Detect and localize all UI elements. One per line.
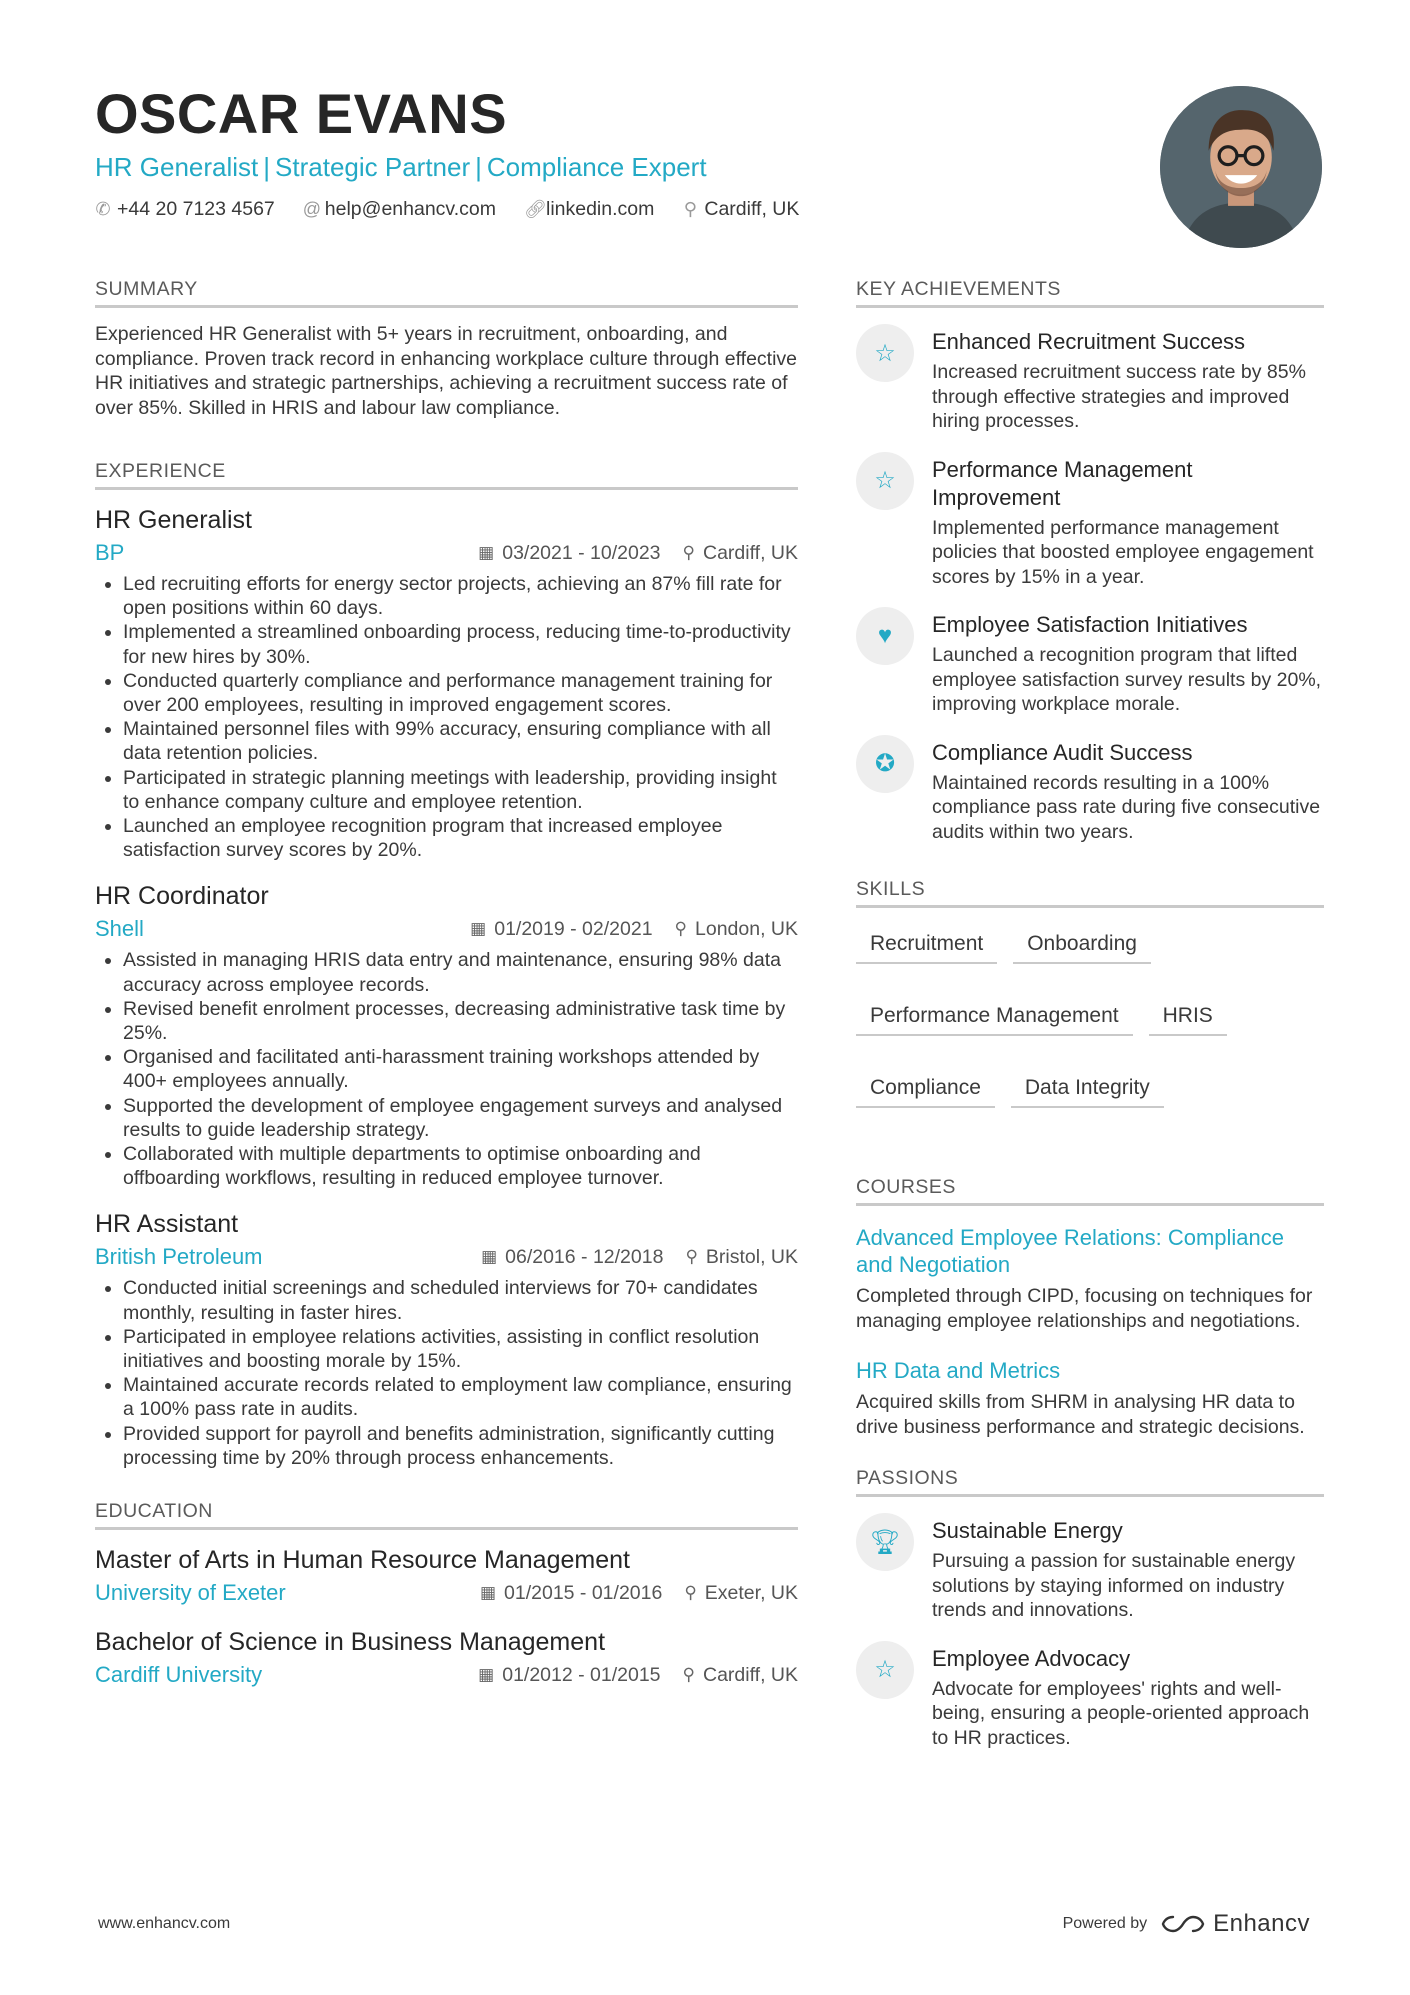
profile-photo — [1160, 86, 1322, 248]
email-text: help@enhancv.com — [324, 198, 496, 220]
achievement-title: Compliance Audit Success — [932, 739, 1193, 765]
passion-body — [932, 1645, 1324, 1751]
job-location-text: Bristol, UK — [705, 1245, 798, 1268]
phone-text: +44 20 7123 4567 — [117, 198, 275, 220]
footer — [98, 1910, 1310, 1938]
passions-list — [856, 1517, 1324, 1750]
job-bullet: • Provided support for payroll and benefits administration, significantly cutting processing time by 20% through process enhancements. — [123, 1422, 798, 1470]
skill-tag: Data Integrity — [1011, 1076, 1164, 1108]
calendar-icon: ▦ — [479, 1583, 497, 1603]
course-title[interactable]: HR Data and Metrics — [856, 1358, 1061, 1383]
job-bullet: • Led recruiting efforts for energy sector projects, achieving an 87% fill rate for open positions within 60 days. — [123, 572, 798, 620]
job-bullets — [95, 1276, 798, 1470]
job-bullets — [95, 572, 798, 862]
section-title-skills: SKILLS — [856, 878, 1324, 908]
job-bullet: • Launched an employee recognition program that increased employee satisfaction survey scores by 20%. — [123, 814, 798, 862]
job-bullet: • Revised benefit enrolment processes, decreasing administrative task time by 25%. — [123, 997, 798, 1045]
experience-entry — [95, 1208, 798, 1470]
education-dates-text: 01/2012 - 01/2015 — [502, 1663, 661, 1686]
passion-desc: Pursuing a passion for sustainable energy solutions by staying informed on industry trends and innovations. — [932, 1550, 1296, 1621]
job-bullet: • Conducted initial screenings and scheduled interviews for 70+ candidates monthly, resulting in faster hires. — [123, 1276, 798, 1324]
calendar-icon: ▦ — [478, 1665, 495, 1685]
heart-icon: ♥ — [856, 607, 914, 665]
summary-text: Experienced HR Generalist with 5+ years in recruitment, onboarding, and compliance. Proven track record in enhancing workplace culture through effective HR initiatives and strategic partnerships, achieving a recruitment success rate of over 85%. Skilled in HRIS and labour law compliance. — [95, 323, 798, 419]
job-bullets — [95, 948, 798, 1190]
degree-title: Bachelor of Science in Business Management — [95, 1628, 606, 1657]
achievement-title: Performance Management Improvement — [932, 456, 1193, 510]
headline — [95, 150, 1095, 184]
school-name[interactable]: University of Exeter — [95, 1580, 286, 1606]
job-bullet: • Assisted in managing HRIS data entry and maintenance, ensuring 98% data accuracy across employee records. — [123, 948, 798, 996]
location-pin-icon: ⚲ — [685, 1247, 698, 1267]
job-dates-text: 06/2016 - 12/2018 — [505, 1245, 664, 1268]
brand-name: Enhancv — [1213, 1910, 1310, 1937]
education-dates — [478, 1664, 660, 1687]
enhancv-logo-mark-icon — [1161, 1913, 1205, 1935]
education-location-text: Cardiff, UK — [702, 1663, 798, 1686]
education-meta-right — [480, 1582, 798, 1605]
courses-section — [856, 1176, 1324, 1439]
location-pin-icon: ⚲ — [684, 1583, 697, 1603]
profile-photo-illustration — [1160, 86, 1322, 248]
degree-title: Master of Arts in Human Resource Management — [95, 1546, 630, 1575]
job-meta-right — [478, 542, 798, 565]
courses-list — [856, 1224, 1324, 1439]
achievement-body — [932, 456, 1324, 590]
job-location-text: London, UK — [695, 917, 798, 940]
job-bullet: • Participated in employee relations activities, assisting in conflict resolution initiatives and boosting morale by 15%. — [123, 1325, 798, 1373]
section-title-achievements: KEY ACHIEVEMENTS — [856, 278, 1324, 308]
summary-section — [95, 278, 798, 420]
job-location — [675, 918, 798, 941]
education-entry — [95, 1544, 798, 1606]
job-meta-right — [470, 918, 798, 941]
headline-separator: | — [263, 152, 271, 182]
skill-tag: Onboarding — [1013, 932, 1151, 964]
job-meta — [95, 1244, 798, 1270]
education-location-text: Exeter, UK — [704, 1581, 798, 1604]
job-bullet: • Implemented a streamlined onboarding process, reducing time-to-productivity for new hires by 30%. — [123, 620, 798, 668]
course-desc: Completed through CIPD, focusing on techniques for managing employee relationships and negotiations. — [856, 1285, 1313, 1332]
location-pin-icon: ⚲ — [674, 919, 687, 939]
location-pin-icon: ⚲ — [682, 1665, 695, 1685]
achievement-item — [856, 456, 1324, 590]
job-bullet: • Organised and facilitated anti-harassment training workshops attended by 400+ employees annually. — [123, 1045, 798, 1093]
job-bullet: • Maintained accurate records related to employment law compliance, ensuring a 100% pass rate in audits. — [123, 1373, 798, 1421]
contact-location — [682, 198, 799, 221]
star-icon: ☆ — [856, 324, 914, 382]
achievement-item — [856, 611, 1324, 717]
headline-part: Compliance Expert — [486, 152, 707, 182]
education-meta — [95, 1662, 798, 1688]
education-dates — [480, 1582, 662, 1605]
job-meta — [95, 916, 798, 942]
skill-tag: Performance Management — [856, 1004, 1133, 1036]
calendar-icon: ▦ — [470, 919, 487, 939]
footer-website-link[interactable]: www.enhancv.com — [98, 1915, 231, 1932]
enhancv-logo[interactable] — [1161, 1910, 1310, 1938]
passion-title: Sustainable Energy — [932, 1518, 1123, 1543]
contact-email[interactable] — [303, 198, 496, 221]
job-bullet: • Collaborated with multiple departments to optimise onboarding and offboarding workflows, resulting in reduced employee turnover. — [123, 1142, 798, 1190]
headline-separator: | — [475, 152, 482, 182]
link-icon: 🔗︎ — [523, 199, 547, 219]
location-pin-icon: ⚲ — [683, 199, 697, 219]
phone-icon: ✆ — [95, 199, 111, 219]
job-bullet: • Conducted quarterly compliance and performance management training for over 200 employees, resulting in improved engagement scores. — [123, 669, 798, 717]
achievement-body — [932, 611, 1324, 717]
job-bullet: • Participated in strategic planning meetings with leadership, providing insight to enhance company culture and employee retention. — [123, 766, 798, 814]
education-meta — [95, 1580, 798, 1606]
trophy-icon: 🏆︎ — [856, 1513, 914, 1571]
candidate-name: OSCAR EVANS — [95, 82, 508, 145]
section-title-experience: EXPERIENCE — [95, 460, 798, 490]
job-location — [685, 1246, 798, 1269]
job-meta — [95, 540, 798, 566]
job-bullet: • Supported the development of employee engagement surveys and analysed results to guide leadership strategy. — [123, 1094, 798, 1142]
header — [95, 82, 1095, 221]
calendar-icon: ▦ — [481, 1247, 498, 1267]
powered-by-label: Powered by — [1062, 1915, 1148, 1932]
education-list — [95, 1544, 798, 1688]
passion-title: Employee Advocacy — [932, 1645, 1131, 1671]
achievement-item — [856, 739, 1324, 845]
passions-section — [856, 1467, 1324, 1750]
headline-part: HR Generalist — [95, 152, 259, 182]
job-dates-text: 03/2021 - 10/2023 — [502, 541, 661, 564]
achievement-title: Enhanced Recruitment Success — [932, 329, 1246, 354]
company-name[interactable]: Shell — [95, 916, 144, 942]
achievements-section — [856, 278, 1324, 844]
location-pin-icon: ⚲ — [682, 543, 695, 562]
contact-phone[interactable] — [95, 198, 275, 221]
passion-body — [932, 1517, 1324, 1623]
achievement-body — [932, 739, 1324, 845]
job-dates — [470, 918, 652, 941]
star-icon: ☆ — [856, 452, 914, 510]
skills-section — [856, 878, 1324, 1128]
job-location — [683, 542, 798, 565]
headline-part: Strategic Partner — [275, 152, 471, 182]
star-icon: ☆ — [856, 1641, 914, 1699]
passion-desc: Advocate for employees' rights and well-being, ensuring a people-oriented approach to HR practices. — [932, 1677, 1310, 1749]
skill-tag: Recruitment — [856, 932, 997, 964]
achievement-title: Employee Satisfaction Initiatives — [932, 612, 1248, 637]
company-name[interactable]: British Petroleum — [95, 1244, 263, 1270]
skill-tag: Compliance — [856, 1076, 995, 1108]
achievements-list — [856, 328, 1324, 844]
experience-entry — [95, 504, 798, 862]
job-location-text: Cardiff, UK — [702, 541, 798, 564]
school-name[interactable]: Cardiff University — [95, 1662, 263, 1688]
section-title-summary: SUMMARY — [95, 278, 798, 308]
job-title: HR Coordinator — [95, 882, 269, 911]
at-icon: @ — [302, 199, 322, 219]
education-dates-text: 01/2015 - 01/2016 — [504, 1581, 663, 1604]
passion-item — [856, 1645, 1324, 1751]
achievement-desc: Implemented performance management policies that boosted employee engagement scores by 15% in a year. — [932, 516, 1314, 588]
education-location — [683, 1664, 798, 1687]
achievement-body — [932, 328, 1324, 434]
course-desc: Acquired skills from SHRM in analysing HR data to drive business performance and strategic decisions. — [856, 1391, 1305, 1438]
course-title[interactable]: Advanced Employee Relations: Compliance and Negotiation — [856, 1225, 1285, 1277]
education-section — [95, 1500, 798, 1688]
linkedin-text: linkedin.com — [545, 198, 655, 220]
skill-tag: HRIS — [1149, 1004, 1227, 1036]
section-title-courses: COURSES — [856, 1176, 1324, 1206]
achievement-item — [856, 328, 1324, 434]
job-meta-right — [481, 1246, 798, 1269]
skills-list — [856, 932, 1324, 1128]
achievement-desc: Increased recruitment success rate by 85% through effective strategies and improved hiring processes. — [932, 361, 1306, 432]
experience-list — [95, 504, 798, 1470]
powered-by — [1063, 1910, 1310, 1938]
contact-row — [95, 198, 1095, 221]
education-location — [684, 1582, 798, 1605]
achievement-desc: Maintained records resulting in a 100% compliance pass rate during five consecutive audits within two years. — [932, 771, 1321, 843]
award-icon: ✪ — [856, 735, 914, 793]
experience-entry — [95, 880, 798, 1190]
education-meta-right — [478, 1664, 798, 1687]
job-bullet: • Maintained personnel files with 99% accuracy, ensuring compliance with all data retention policies. — [123, 717, 798, 765]
calendar-icon: ▦ — [478, 543, 495, 562]
education-entry — [95, 1626, 798, 1688]
company-name[interactable]: BP — [95, 540, 125, 565]
course-item — [856, 1224, 1324, 1333]
experience-section — [95, 460, 798, 1470]
section-title-passions: PASSIONS — [856, 1467, 1324, 1497]
job-dates — [478, 542, 660, 565]
job-title: HR Assistant — [95, 1210, 239, 1239]
job-title: HR Generalist — [95, 506, 252, 534]
passion-item — [856, 1517, 1324, 1623]
course-item — [856, 1357, 1324, 1439]
achievement-desc: Launched a recognition program that lifted employee satisfaction survey results by 20%, improving workplace morale. — [932, 644, 1322, 715]
job-dates — [481, 1246, 663, 1269]
right-column — [856, 278, 1324, 1790]
section-title-education: EDUCATION — [95, 1500, 798, 1530]
left-column — [95, 278, 798, 1728]
contact-linkedin[interactable] — [524, 198, 654, 221]
job-dates-text: 01/2019 - 02/2021 — [494, 917, 653, 940]
location-text: Cardiff, UK — [704, 198, 800, 220]
